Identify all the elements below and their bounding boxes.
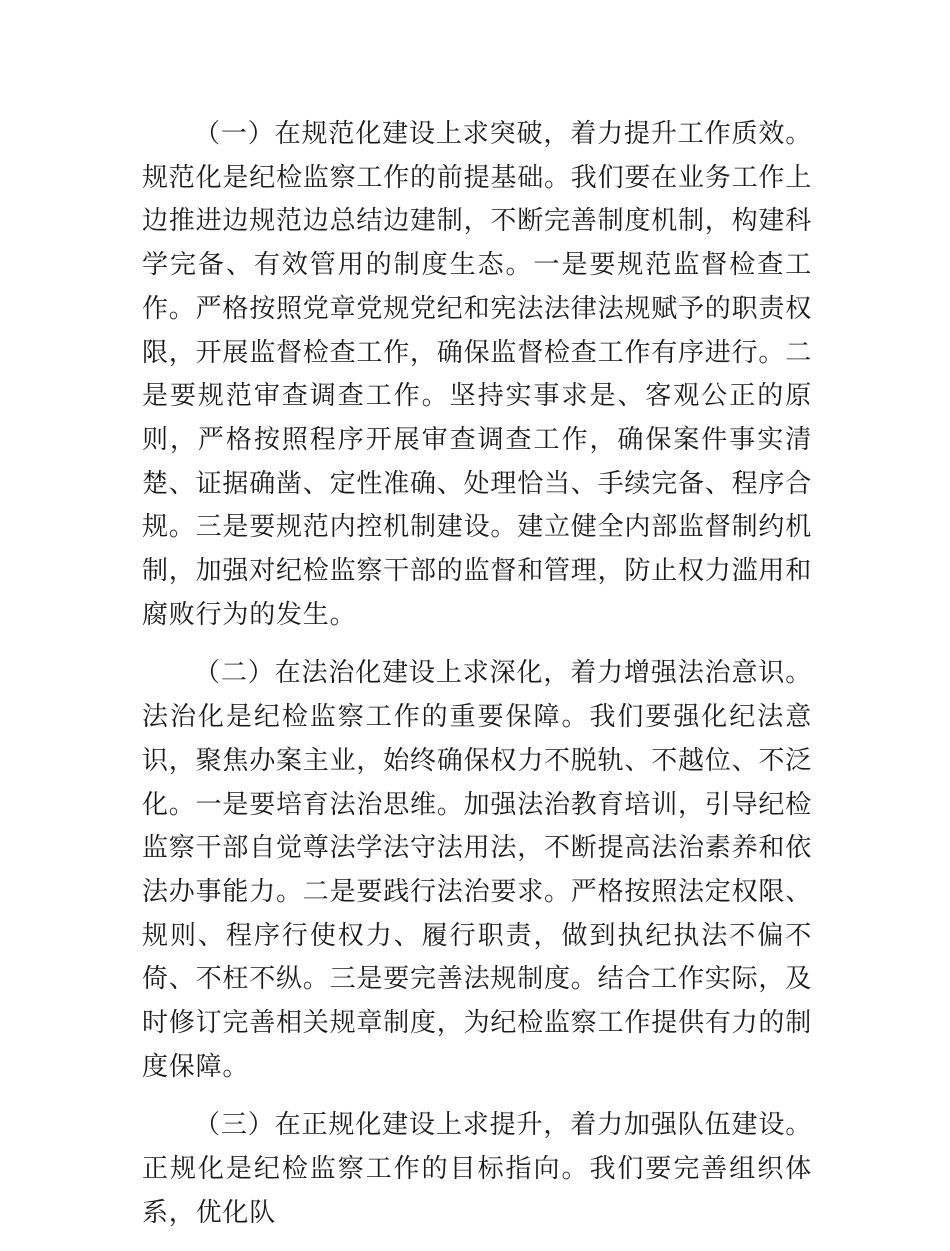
paragraph-3: （三）在正规化建设上求提升，着力加强队伍建设。正规化是纪检监察工作的目标指向。我们要完善组织体系，优化队 xyxy=(142,1110,812,1228)
document-body xyxy=(142,113,812,1251)
paragraph-1: （一）在规范化建设上求突破，着力提升工作质效。规范化是纪检监察工作的前提基础。我们要在业务工作上边推进边规范边总结边建制，不断完善制度机制，构建科学完备、有效管用的制度生态。一是要规范监督检查工作。严格按照党章党规党纪和宪法法律法规赋予的职责权限，开展监督检查工作，确保监督检查工作有序进行。二是要规范审查调查工作。坚持实事求是、客观公正的原则，严格按照程序开展审查调查工作，确保案件事实清楚、证据确凿、定性准确、处理恰当、手续完备、程序合规。三是要规范内控机制建设。建立健全内部监督制约机制，加强对纪检监察干部的监督和管理，防止权力滥用和腐败行为的发生。 xyxy=(142,119,813,630)
paragraph-2: （二）在法治化建设上求深化，着力增强法治意识。法治化是纪检监察工作的重要保障。我们要强化纪法意识，聚焦办案主业，始终确保权力不脱轨、不越位、不泛化。一是要培育法治思维。加强法治教育培训，引导纪检监察干部自觉尊法学法守法用法，不断提高法治素养和依法办事能力。二是要践行法治要求。严格按照法定权限、规则、程序行使权力、履行职责，做到执纪执法不偏不倚、不枉不纵。三是要完善法规制度。结合工作实际，及时修订完善相关规章制度，为纪检监察工作提供有力的制度保障。 xyxy=(142,658,813,1082)
